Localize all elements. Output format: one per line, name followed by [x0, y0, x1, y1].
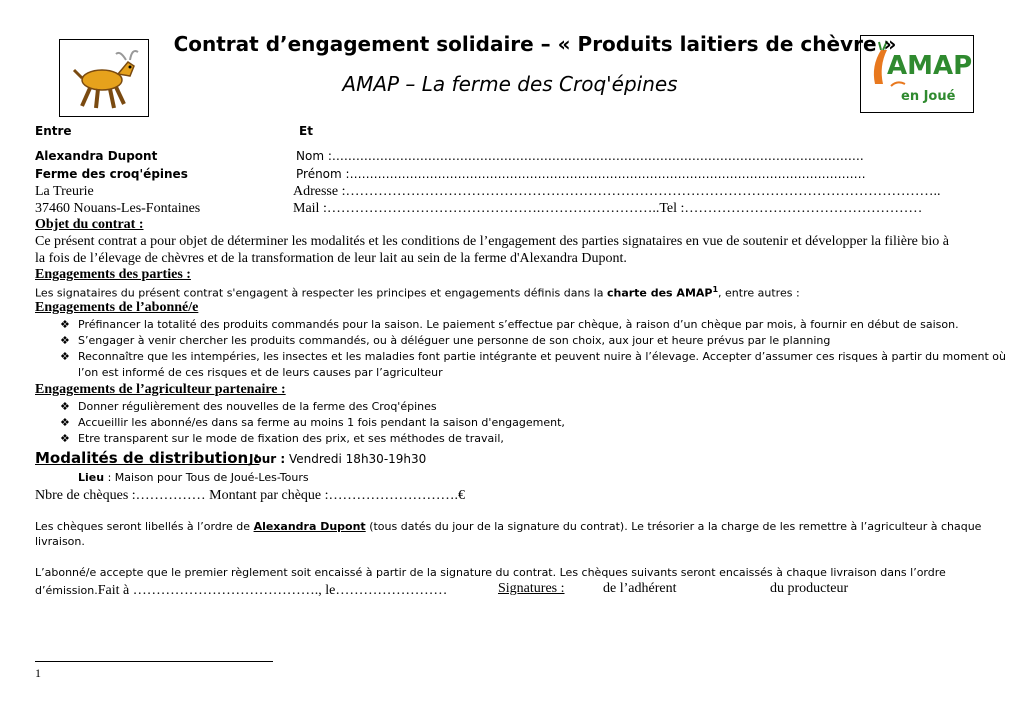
svg-text:AMAP: AMAP	[887, 51, 973, 81]
address-line-2: 37460 Nouans-Les-Fontaines	[35, 201, 201, 216]
entre-label: Entre	[35, 124, 72, 138]
encaissement-line-2: d’émission.Fait à …………………………………., le……………………	[35, 583, 448, 598]
bullet-icon: ❖	[60, 432, 70, 445]
bullet-icon: ❖	[60, 350, 70, 363]
agriculteur-item-2: Accueillir les abonné/es dans sa ferme au moins 1 fois pendant la saison d'engagement,	[78, 416, 565, 429]
abonne-heading: Engagements de l’abonné/e	[35, 300, 199, 315]
et-label: Et	[299, 124, 313, 138]
agriculteur-item-3: Etre transparent sur le mode de fixation des prix, et ses méthodes de travail,	[78, 432, 504, 445]
engagements-intro: Les signataires du présent contrat s'engagent à respecter les principes et engagements définis dans la charte des AMAP$^1$, entre autres :	[35, 285, 800, 300]
document-subtitle: AMAP – La ferme des Croq'épines	[342, 72, 678, 96]
encaissement-line-1: L’abonné/e accepte que le premier règlement soit encaissé à partir de la signature du contrat. Les chèques suivants seront encaissés à chaque livraison dans l’ordre	[35, 566, 946, 579]
svg-text:en Joué: en Joué	[901, 89, 956, 104]
agriculteur-heading: Engagements de l’agriculteur partenaire :	[35, 382, 286, 397]
objet-line-1: Ce présent contrat a pour objet de déterminer les modalités et les conditions de l’engagement des parties signataires en vue de soutenir et développer la filière bio à	[35, 234, 949, 249]
farm-name: Ferme des croq'épines	[35, 167, 188, 181]
distribution-lieu: Lieu : Maison pour Tous de Joué-Les-Tours	[78, 471, 309, 484]
abonne-item-3-continued: l’on est informé de ces risques et de leurs causes par l’agriculteur	[78, 366, 443, 379]
bullet-icon: ❖	[60, 334, 70, 347]
bullet-icon: ❖	[60, 318, 70, 331]
nom-field: Nom :…………………………………………………………………………………………………………………….	[296, 149, 864, 163]
cheques-order-line: Les chèques seront libellés à l’ordre de Alexandra Dupont (tous datés du jour de la signature du contrat). Le trésorier a la charge de les remettre à l’agriculteur à chaque	[35, 520, 982, 533]
engagements-heading: Engagements des parties :	[35, 267, 191, 282]
footnote-separator	[35, 661, 273, 662]
bullet-icon: ❖	[60, 416, 70, 429]
producer-name: Alexandra Dupont	[35, 149, 158, 163]
distribution-jour: Jour : Vendredi 18h30-19h30	[249, 452, 427, 466]
prenom-field: Prénom :…………………………………………………………………………………………………………………	[296, 167, 866, 181]
address-line-1: La Treurie	[35, 184, 94, 199]
signature-adherent: de l’adhérent	[603, 581, 677, 596]
abonne-item-3: Reconnaître que les intempéries, les insectes et les maladies font partie intégrante et peuvent nuire à l’élevage. Accepter d’assumer ces risques à partir du moment où	[78, 350, 1006, 363]
adresse-field: Adresse :………………………………………………………………………………………………………………..	[293, 184, 941, 199]
cheques-amount-line: Nbre de chèques :…………… Montant par chèque :……………………….€	[35, 488, 466, 503]
abonne-item-1: Préfinancer la totalité des produits commandés pour la saison. Le paiement s’effectue par chèque, à raison d’un chèque par mois, à fournir en début de saison.	[78, 318, 959, 331]
objet-heading: Objet du contrat :	[35, 217, 144, 232]
signatures-label: Signatures :	[498, 581, 565, 596]
mail-tel-field: Mail :……………………………………….……………………..Tel :……………………………………………	[293, 201, 923, 216]
cheques-order-line-2: livraison.	[35, 535, 85, 548]
signature-producteur: du producteur	[770, 581, 849, 596]
objet-line-2: la fois de l’élevage de chèvres et de la transformation de leur lait au sein de la ferme d'Alexandra Dupont.	[35, 251, 627, 266]
agriculteur-item-1: Donner régulièrement des nouvelles de la ferme des Croq'épines	[78, 400, 437, 413]
footnote-number: 1	[35, 666, 41, 680]
distribution-heading: Modalités de distribution :	[35, 449, 260, 467]
bullet-icon: ❖	[60, 400, 70, 413]
document-title: Contrat d’engagement solidaire – « Produits laitiers de chèvre »	[173, 32, 897, 56]
abonne-item-2: S’engager à venir chercher les produits commandés, ou à déléguer une personne de son choix, aux jour et heure prévus par le planning	[78, 334, 831, 347]
